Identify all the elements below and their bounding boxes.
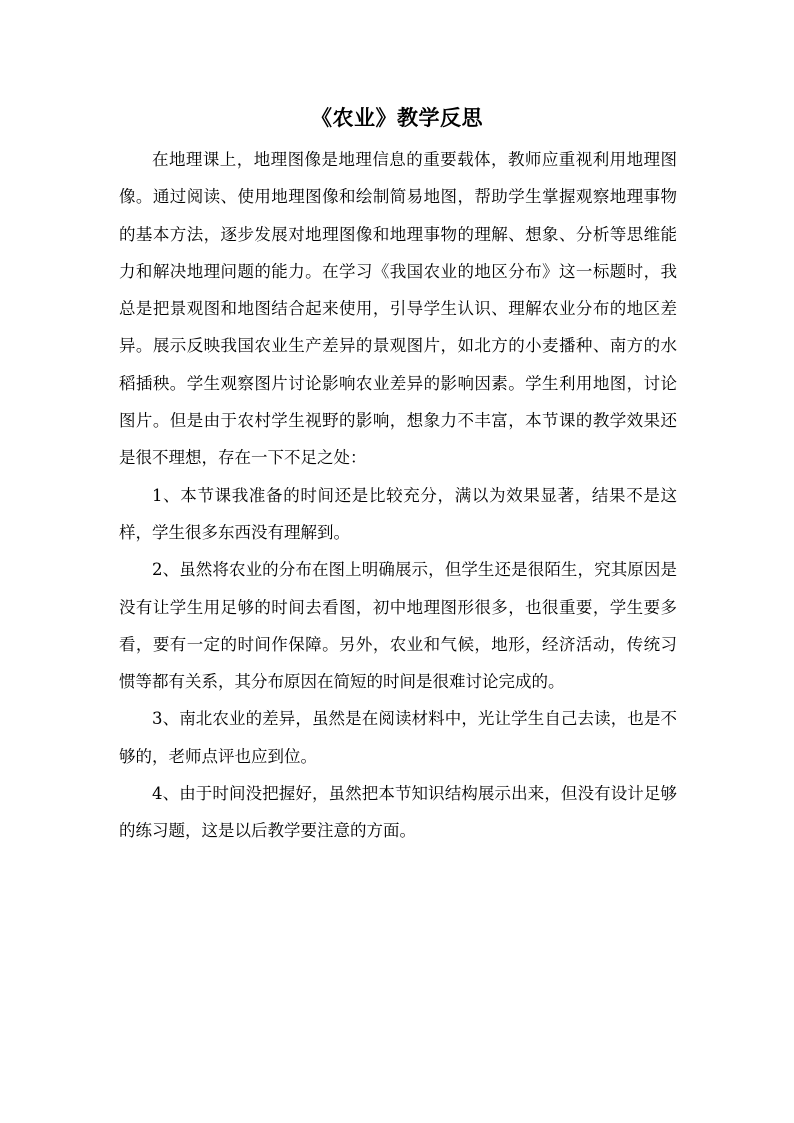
- point-3-paragraph: 3、南北农业的差异，虽然是在阅读材料中，光让学生自己去读，也是不够的，老师点评也应到位。: [119, 709, 677, 766]
- point-2-paragraph: 2、虽然将农业的分布在图上明确展示，但学生还是很陌生，究其原因是没有让学生用足够的时间去看图，初中地理图形很多，也很重要，学生要多看，要有一定的时间作保障。另外，农业和气候，地形，经济活动，传统习惯等都有关系，其分布原因在简短的时间是很难讨论完成的。: [119, 560, 677, 692]
- point-4-paragraph: 4、由于时间没把握好，虽然把本节知识结构展示出来，但没有设计足够的练习题，这是以后教学要注意的方面。: [119, 784, 677, 841]
- intro-paragraph: 在地理课上，地理图像是地理信息的重要载体，教师应重视利用地理图像。通过阅读、使用地理图像和绘制简易地图，帮助学生掌握观察地理事物的基本方法，逐步发展对地理图像和地理事物的理解、想象、分析等思维能力和解决地理问题的能力。在学习《我国农业的地区分布》这一标题时，我总是把景观图和地图结合起来使用，引导学生认识、理解农业分布的地区差异。展示反映我国农业生产差异的景观图片，如北方的小麦播种、南方的水稻插秧。学生观察图片讨论影响农业差异的影响因素。学生利用地图，讨论图片。但是由于农村学生视野的影响，想象力不丰富，本节课的教学效果还是很不理想，存在一下不足之处：: [119, 150, 677, 468]
- document-title: 《农业》教学反思: [311, 105, 483, 130]
- point-1-paragraph: 1、本节课我准备的时间还是比较充分，满以为效果显著，结果不是这样，学生很多东西没有理解到。: [119, 485, 677, 542]
- document-body: [119, 141, 677, 850]
